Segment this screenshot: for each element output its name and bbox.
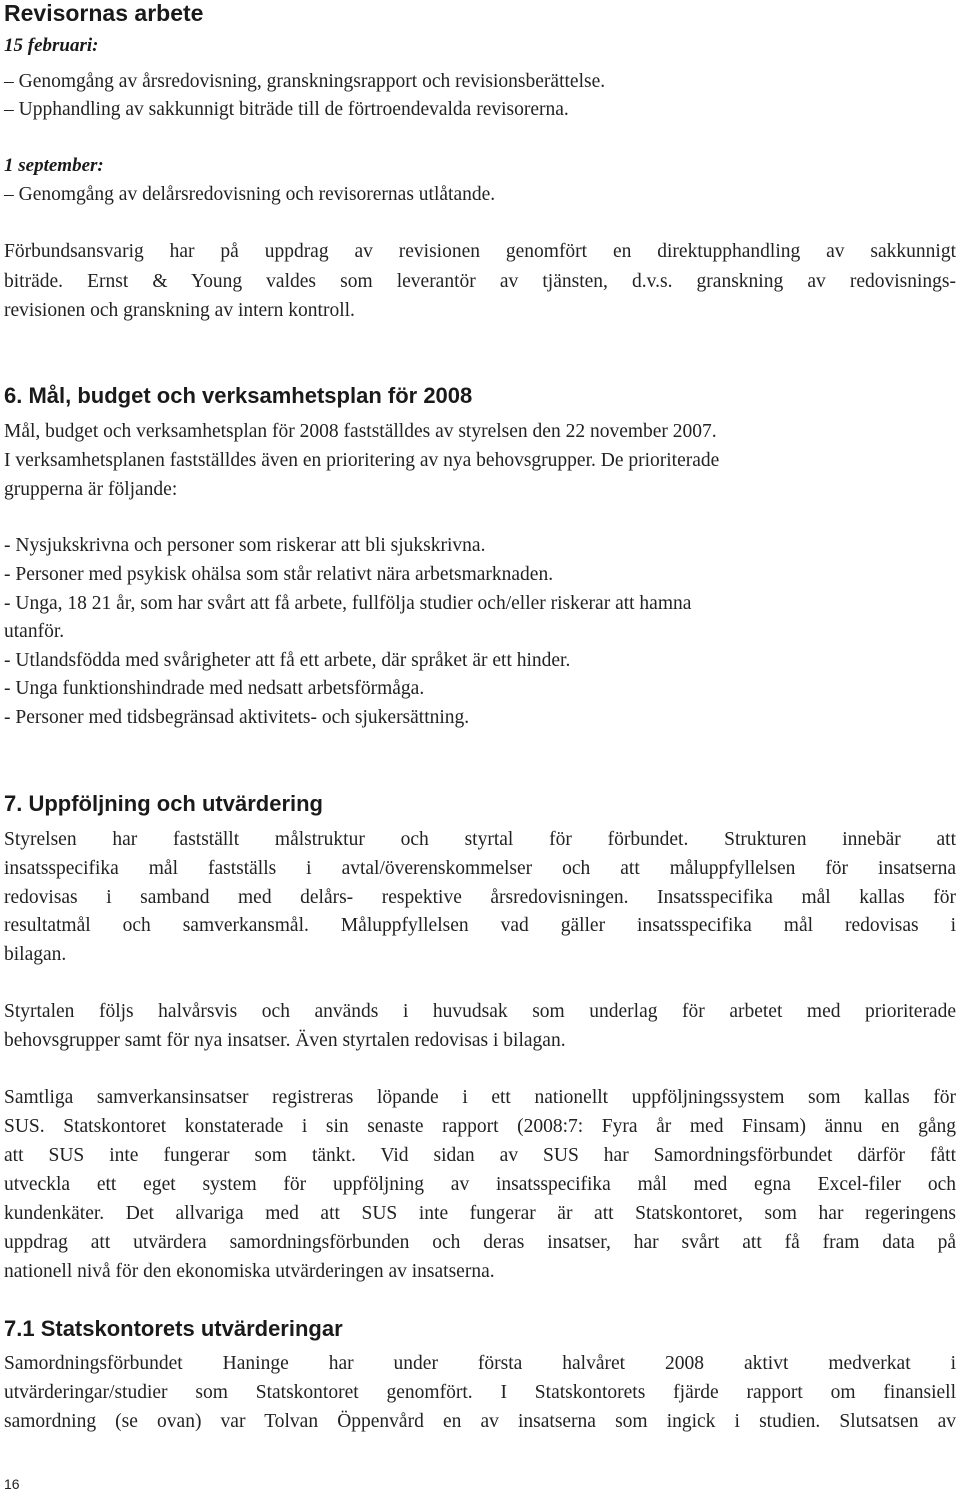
list-item: – Genomgång av årsredovisning, granskningsrapport och revisionsberättelse. xyxy=(4,71,606,92)
paragraph-line: Styrelsen har fastställt målstruktur och styrtal för förbundet. Strukturen innebär att xyxy=(4,829,956,850)
paragraph-line: SUS. Statskontoret konstaterade i sin senaste rapport (2008:7: Fyra år med Finsam) ännu en gång xyxy=(4,1116,956,1137)
list-item: - Nysjukskrivna och personer som riskerar att bli sjukskrivna. xyxy=(4,535,486,556)
list-item: utanför. xyxy=(4,621,65,642)
paragraph-line: Styrtalen följs halvårsvis och används i huvudsak som underlag för arbetet med prioriterade xyxy=(4,1001,956,1022)
paragraph-line: Mål, budget och verksamhetsplan för 2008 fastställdes av styrelsen den 22 november 2007. xyxy=(4,421,717,442)
section-title: Revisornas arbete xyxy=(4,0,204,26)
list-item: - Personer med psykisk ohälsa som står relativt nära arbetsmarknaden. xyxy=(4,564,554,585)
paragraph-line: behovsgrupper samt för nya insatser. Även styrtalen redovisas i bilagan. xyxy=(4,1030,566,1051)
list-item: - Utlandsfödda med svårigheter att få ett arbete, där språket är ett hinder. xyxy=(4,650,571,671)
date-heading-feb: 15 februari: xyxy=(4,35,99,56)
paragraph-line: Förbundsansvarig har på uppdrag av revisionen genomfört en direktupphandling av sakkunnigt xyxy=(4,241,956,262)
list-item: – Genomgång av delårsredovisning och revisorernas utlåtande. xyxy=(4,184,496,205)
list-item: - Unga, 18 21 år, som har svårt att få arbete, fullfölja studier och/eller riskerar att hamna xyxy=(4,593,692,614)
paragraph-line: att SUS inte fungerar som tänkt. Vid sidan av SUS har Samordningsförbundet därför fått xyxy=(4,1145,956,1166)
paragraph-line: Samtliga samverkansinsatser registreras löpande i ett nationellt uppföljningssystem som kallas för xyxy=(4,1087,956,1108)
paragraph-line: utveckla ett eget system för uppföljning av insatsspecifika mål med egna Excel-filer och xyxy=(4,1174,956,1195)
list-item: - Unga funktionshindrade med nedsatt arbetsförmåga. xyxy=(4,678,425,699)
paragraph-line: revisionen och granskning av intern kontroll. xyxy=(4,300,355,321)
paragraph-line: kundenkäter. Det allvariga med att SUS inte fungerar är att Statskontoret, som har regeringens xyxy=(4,1203,956,1224)
date-heading-sep: 1 september: xyxy=(4,155,104,176)
paragraph-line: grupperna är följande: xyxy=(4,479,178,500)
list-item: – Upphandling av sakkunnigt biträde till de förtroendevalda revisorerna. xyxy=(4,99,569,120)
paragraph-line: samordning (se ovan) var Tolvan Öppenvård en av insatserna som ingick i studien. Slutsatsen av xyxy=(4,1411,956,1432)
paragraph-line: utvärderingar/studier som Statskontoret genomfört. I Statskontorets fjärde rapport om finansiell xyxy=(4,1382,956,1403)
paragraph-line: bilagan. xyxy=(4,944,67,965)
paragraph-line: nationell nivå för den ekonomiska utvärderingen av insatserna. xyxy=(4,1261,495,1282)
paragraph-line: I verksamhetsplanen fastställdes även en prioritering av nya behovsgrupper. De prioriterade xyxy=(4,450,720,471)
heading-section-7-1: 7.1 Statskontorets utvärderingar xyxy=(4,1316,343,1341)
paragraph-line: insatsspecifika mål fastställs i avtal/överenskommelser och att måluppfyllelsen för insatserna xyxy=(4,858,956,879)
paragraph-line: resultatmål och samverkansmål. Måluppfyllelsen vad gäller insatsspecifika mål redovisas i xyxy=(4,915,956,936)
heading-section-6: 6. Mål, budget och verksamhetsplan för 2008 xyxy=(4,383,473,408)
heading-section-7: 7. Uppföljning och utvärdering xyxy=(4,791,323,816)
paragraph-line: uppdrag att utvärdera samordningsförbunden och deras insatser, har svårt att få fram data på xyxy=(4,1232,956,1253)
list-item: - Personer med tidsbegränsad aktivitets- och sjukersättning. xyxy=(4,707,470,728)
paragraph-line: Samordningsförbundet Haninge har under första halvåret 2008 aktivt medverkat i xyxy=(4,1353,956,1374)
paragraph-line: redovisas i samband med delårs- respektive årsredovisningen. Insatsspecifika mål kallas för xyxy=(4,887,956,908)
paragraph-line: biträde. Ernst & Young valdes som leverantör av tjänsten, d.v.s. granskning av redovisnings- xyxy=(4,271,956,292)
page-number: 16 xyxy=(4,1476,20,1492)
